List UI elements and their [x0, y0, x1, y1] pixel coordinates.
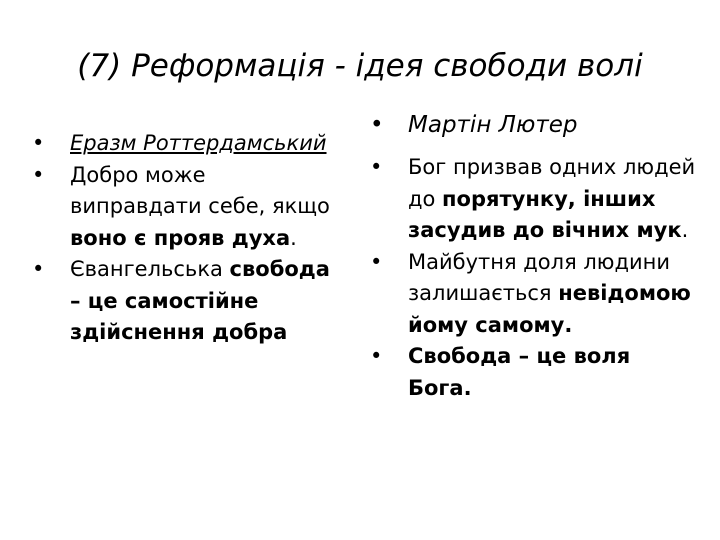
right-point-1-end: .: [681, 218, 689, 242]
right-point-1: [370, 152, 700, 247]
left-point-2-text: Євангельська: [70, 257, 230, 281]
left-point-1-bold: воно є прояв духа: [70, 225, 291, 250]
right-point-2: [370, 247, 700, 342]
left-point-2-bold: свобода – це самостійне здійснення добра: [70, 257, 330, 344]
right-column: [370, 108, 700, 404]
right-point-3: [370, 341, 700, 404]
left-author-name: Еразм Роттердамський: [70, 131, 327, 155]
slide-title: (7) Реформація - ідея свободи волі: [77, 48, 643, 84]
left-point-2: [32, 254, 332, 349]
left-point-1-text: Добро може виправдати себе, якщо: [70, 162, 330, 218]
left-column: [32, 128, 332, 349]
right-point-3-bold: Свобода – це воля Бога.: [408, 344, 631, 400]
left-point-1: [32, 160, 332, 255]
right-author-name: Мартін Лютер: [408, 112, 578, 138]
right-point-2-bold: невідомою йому самому.: [408, 281, 691, 337]
left-point-1-end: .: [290, 225, 297, 250]
right-point-1-bold: порятунку, інших засудив до вічних мук: [408, 186, 682, 242]
left-author-item: [32, 128, 332, 160]
right-author-item: [370, 108, 700, 142]
right-point-2-text: Майбутня доля людини залишається: [408, 249, 671, 305]
right-point-1-text: Бог призвав одних людей до: [408, 155, 696, 211]
